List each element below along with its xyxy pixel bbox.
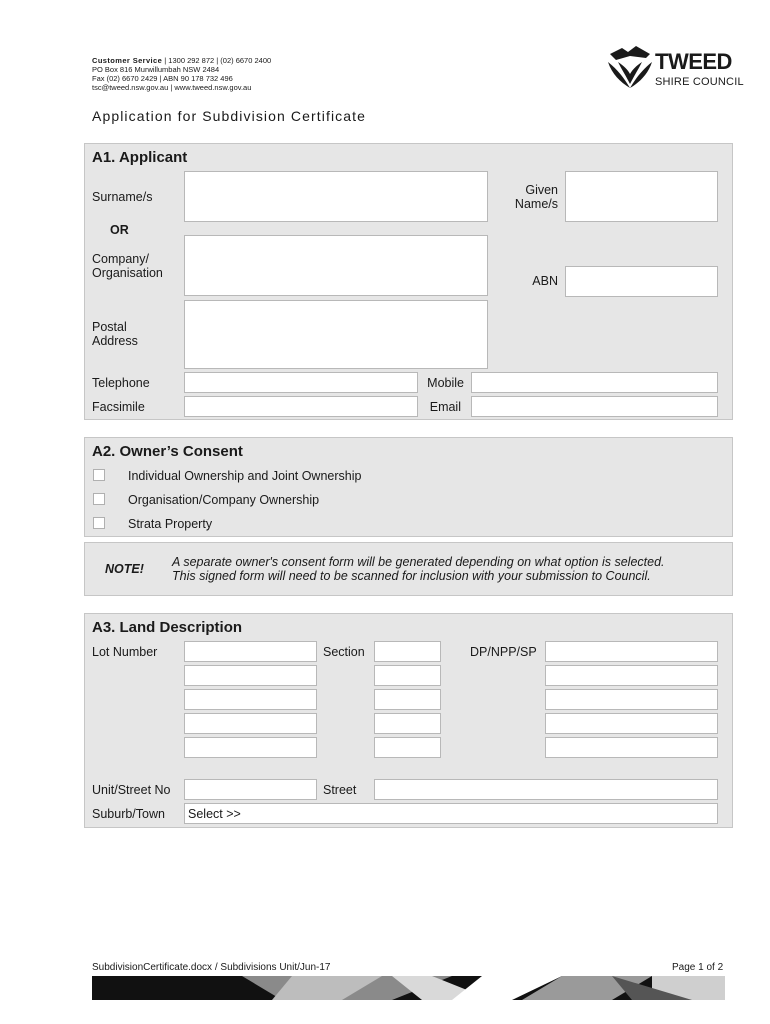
dp-field-4[interactable] (545, 713, 718, 734)
abn-label: ABN (532, 274, 558, 288)
mobile-label: Mobile (427, 376, 464, 390)
email-field[interactable] (471, 396, 718, 417)
email-label: Email (429, 400, 461, 414)
telephone-field[interactable] (184, 372, 418, 393)
surname-field[interactable] (184, 171, 488, 222)
po-box: PO Box 816 Murwillumbah NSW 2484 (92, 65, 220, 74)
applicant-heading: A1. Applicant (92, 149, 188, 166)
or-label: OR (110, 223, 129, 237)
dp-field-1[interactable] (545, 641, 718, 662)
dp-field-3[interactable] (545, 689, 718, 710)
lot-number-field-2[interactable] (184, 665, 317, 686)
unit-street-no-label: Unit/Street No (92, 783, 171, 797)
section-field-5[interactable] (374, 737, 441, 758)
strata-property-checkbox[interactable] (93, 517, 105, 529)
tweed-logo-icon (606, 44, 654, 90)
individual-ownership-label: Individual Ownership and Joint Ownership (128, 469, 362, 483)
section-field-2[interactable] (374, 665, 441, 686)
section-field-1[interactable] (374, 641, 441, 662)
dp-field-5[interactable] (545, 737, 718, 758)
facsimile-field[interactable] (184, 396, 418, 417)
surname-label: Surname/s (92, 190, 153, 204)
section-field-3[interactable] (374, 689, 441, 710)
street-label: Street (323, 783, 357, 797)
fax-abn: Fax (02) 6670 2429 | ABN 90 178 732 496 (92, 74, 233, 83)
note-label: NOTE! (105, 562, 144, 576)
page-number: Page 1 of 2 (672, 962, 724, 973)
mobile-field[interactable] (471, 372, 718, 393)
note-line-2: This signed form will need to be scanned for inclusion with your submission to Council. (172, 569, 651, 583)
dp-label: DP/NPP/SP (470, 645, 537, 659)
section-field-4[interactable] (374, 713, 441, 734)
street-field[interactable] (374, 779, 718, 800)
customer-service-label: Customer Service (92, 56, 163, 65)
facsimile-label: Facsimile (92, 400, 145, 414)
logo-name: TWEED (655, 49, 732, 74)
suburb-select[interactable]: Select >> (184, 803, 718, 824)
postal-address-field[interactable] (184, 300, 488, 369)
page-title: Application for Subdivision Certificate (92, 108, 367, 124)
company-ownership-label: Organisation/Company Ownership (128, 493, 320, 507)
company-field[interactable] (184, 235, 488, 296)
lot-number-label: Lot Number (92, 645, 158, 659)
telephone-label: Telephone (92, 376, 150, 390)
lot-number-field-4[interactable] (184, 713, 317, 734)
note-line-1: A separate owner's consent form will be generated depending on what option is selected. (172, 555, 665, 569)
land-description-heading: A3. Land Description (92, 619, 243, 636)
footer-doc-ref: SubdivisionCertificate.docx / Subdivisions Unit/Jun-17 (92, 962, 331, 973)
logo-subtitle: SHIRE COUNCIL (655, 76, 744, 88)
postal-address-label: Postal Address (92, 320, 138, 348)
lot-number-field-1[interactable] (184, 641, 317, 662)
contact-line: Customer Service | 1300 292 872 | (02) 6670 2400 (92, 56, 272, 65)
dp-field-2[interactable] (545, 665, 718, 686)
owners-consent-heading: A2. Owner’s Consent (92, 443, 243, 460)
footer-banner (92, 976, 725, 1000)
lot-number-field-5[interactable] (184, 737, 317, 758)
strata-property-label: Strata Property (128, 517, 213, 531)
unit-street-no-field[interactable] (184, 779, 317, 800)
company-label: Company/ Organisation (92, 252, 163, 280)
abn-field[interactable] (565, 266, 718, 297)
company-ownership-checkbox[interactable] (93, 493, 105, 505)
given-names-label: Given Name/s (514, 183, 558, 211)
suburb-label: Suburb/Town (92, 807, 165, 821)
given-names-field[interactable] (565, 171, 718, 222)
section-label: Section (323, 645, 365, 659)
lot-number-field-3[interactable] (184, 689, 317, 710)
individual-ownership-checkbox[interactable] (93, 469, 105, 481)
email-web: tsc@tweed.nsw.gov.au | www.tweed.nsw.gov.au (92, 83, 252, 92)
